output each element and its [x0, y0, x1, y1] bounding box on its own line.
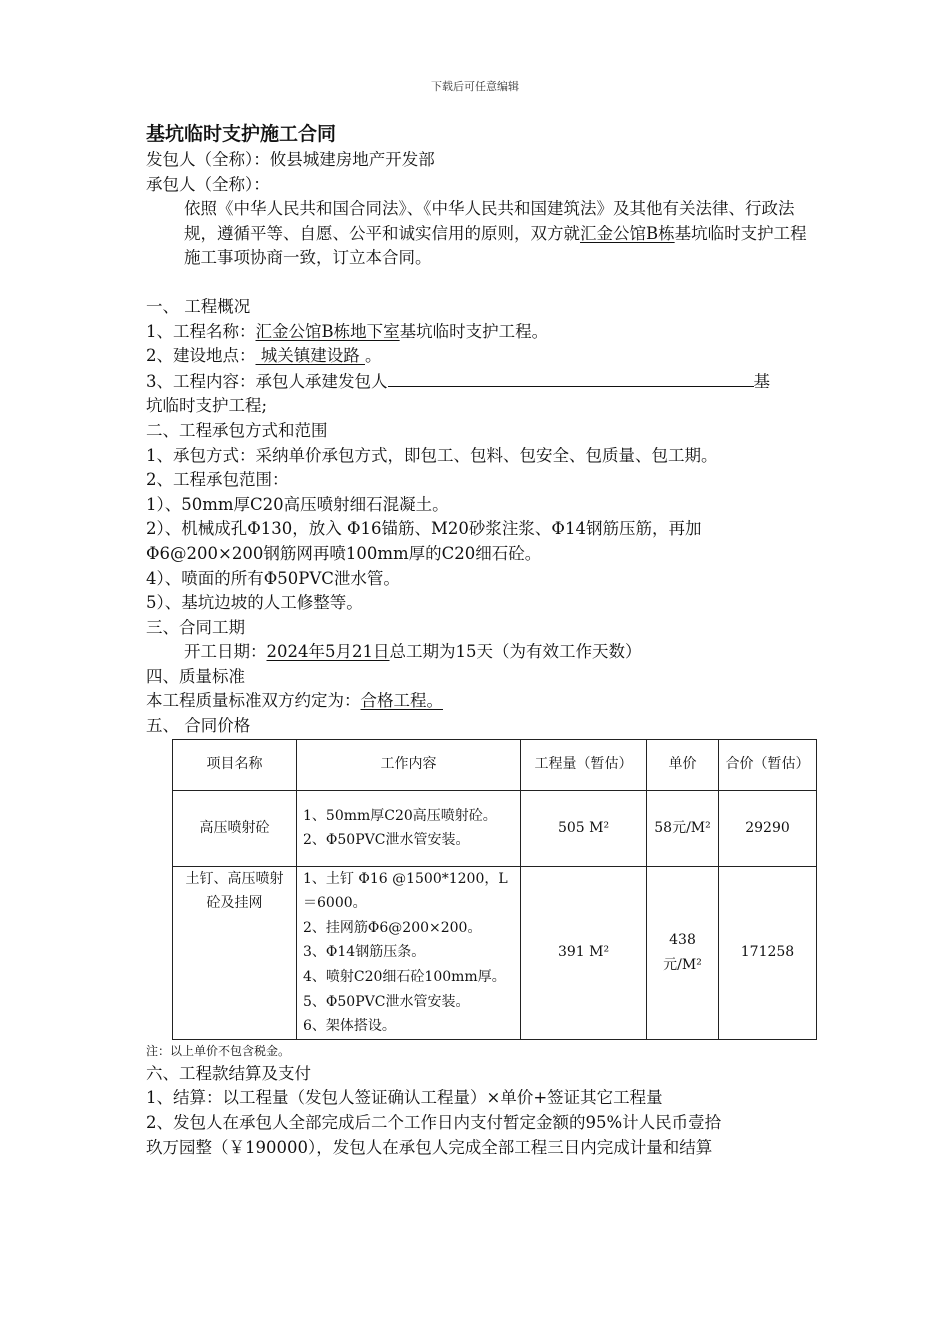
section-3-heading: 三、合同工期	[146, 617, 245, 637]
scope-item-2-cont: Φ6@200×200钢筋网再喷100mm厚的C20细石砼。	[146, 543, 542, 563]
start-date-value: 2024年5月21日	[266, 642, 390, 662]
header-item-name: 项目名称	[173, 739, 297, 790]
scope-item-4: 4）、喷面的所有Φ50PVC泄水管。	[146, 568, 400, 588]
payment-line-cont: 玖万园整（￥190000），发包人在承包人完成全部工程三日内完成计量和结算	[146, 1137, 713, 1157]
row-work-content	[297, 790, 521, 866]
project-name-line	[146, 320, 810, 345]
section-6-heading: 六、工程款结算及支付	[146, 1063, 311, 1083]
party-b: 承包人（全称）：	[146, 174, 270, 194]
section-2-heading: 二、工程承包方式和范围	[146, 420, 328, 440]
header-unit-price: 单价	[647, 739, 719, 790]
price-table	[172, 739, 817, 1040]
page-header: 下载后可任意编辑	[431, 80, 519, 93]
section-1-heading: 一、 工程概况	[146, 296, 251, 316]
project-content-label: 3、工程内容：承包人承建发包人	[146, 371, 388, 391]
intro-text: 依照《中华人民共和国合同法》、《中华人民共和国建筑法》及其他有关法律、行政法规，遵循平等、自愿、公平和诚实信用的原则，双方就	[184, 199, 795, 243]
row-total: 171258	[719, 866, 817, 1039]
payment-line: 2、发包人在承包人全部完成后二个工作日内支付暂定金额的95%计人民币壹拾	[146, 1113, 722, 1132]
contract-document	[146, 120, 810, 1160]
duration-text: 总工期为15天（为有效工作天数）	[389, 642, 642, 662]
intro-paragraph	[146, 197, 810, 271]
row-quantity: 505 M²	[521, 790, 647, 866]
project-content-line	[146, 369, 810, 395]
section-4-heading: 四、质量标准	[146, 666, 245, 686]
content-line: 2、挂网筋Φ6@200×200。	[303, 919, 482, 936]
header-total: 合价（暂估）	[719, 739, 817, 790]
project-site-line	[146, 344, 810, 369]
content-line: 6、架体搭设。	[303, 1018, 396, 1035]
row-unit-price: 438元/M²	[647, 866, 719, 1039]
header-work-content: 工作内容	[297, 739, 521, 790]
table-note: 注：以上单价不包含税金。	[146, 1043, 291, 1058]
quality-line	[146, 689, 810, 714]
project-name-label: 1、工程名称：	[146, 321, 256, 341]
project-site-value: 城关镇建设路	[255, 346, 365, 366]
row-item-name: 高压喷射砼	[173, 790, 297, 866]
blank-fill-line	[388, 369, 754, 387]
section-5-heading: 五、 合同价格	[146, 716, 251, 736]
quality-value: 合格工程。	[360, 691, 443, 711]
scope-item-2: 2）、机械成孔Φ130，放入 Φ16锚筋、M20砂浆注浆、Φ14钢筋压筋，再加	[146, 519, 702, 539]
project-name-value: 汇金公馆B栋地下室	[255, 321, 400, 341]
settlement-line: 1、结算：以工程量（发包人签证确认工程量）×单价+签证其它工程量	[146, 1088, 663, 1108]
intro-project-name: 汇金公馆B栋	[580, 223, 675, 243]
project-site-suffix: 。	[365, 346, 382, 366]
contract-scope: 2、工程承包范围：	[146, 470, 289, 490]
table-header-row	[173, 739, 817, 790]
row-total: 29290	[719, 790, 817, 866]
start-date-label: 开工日期：	[184, 642, 267, 662]
project-site-label: 2、建设地点：	[146, 346, 256, 366]
project-content-suffix: 基	[753, 371, 770, 391]
quality-label: 本工程质量标准双方约定为：	[146, 691, 361, 711]
row-work-content	[297, 866, 521, 1039]
row-quantity: 391 M²	[521, 866, 647, 1039]
row-item-name: 土钉、高压喷射砼及挂网	[173, 866, 297, 1039]
party-a: 发包人（全称）：攸县城建房地产开发部	[146, 150, 435, 169]
scope-item-5: 5）、基坑边坡的人工修整等。	[146, 593, 363, 613]
start-date-line	[146, 640, 810, 665]
row-unit-price: 58元/M²	[647, 790, 719, 866]
header-quantity: 工程量（暂估）	[521, 739, 647, 790]
content-line: 4、喷射C20细石砼100mm厚。	[303, 969, 506, 986]
contract-mode: 1、承包方式：采纳单价承包方式，即包工、包料、包安全、包质量、包工期。	[146, 445, 718, 465]
content-line: 5、Φ50PVC泄水管安装。	[303, 993, 470, 1010]
content-line: 1、土钉 Φ16 @1500*1200，L＝6000。	[303, 870, 508, 912]
content-line: 2、Φ50PVC泄水管安装。	[303, 832, 470, 849]
project-name-suffix: 基坑临时支护工程。	[399, 321, 549, 341]
content-line: 3、Φ14钢筋压条。	[303, 944, 426, 961]
scope-item-1: 1）、50mm厚C20高压喷射细石混凝土。	[146, 494, 449, 514]
content-line: 1、50mm厚C20高压喷射砼。	[303, 807, 497, 824]
intro-text-end: 基坑临时支护工程施工事项协商一致，订立本合同。	[184, 223, 807, 268]
table-row	[173, 866, 817, 1039]
document-title: 基坑临时支护施工合同	[146, 123, 337, 145]
table-row	[173, 790, 817, 866]
project-content-line-2: 坑临时支护工程;	[146, 396, 268, 416]
